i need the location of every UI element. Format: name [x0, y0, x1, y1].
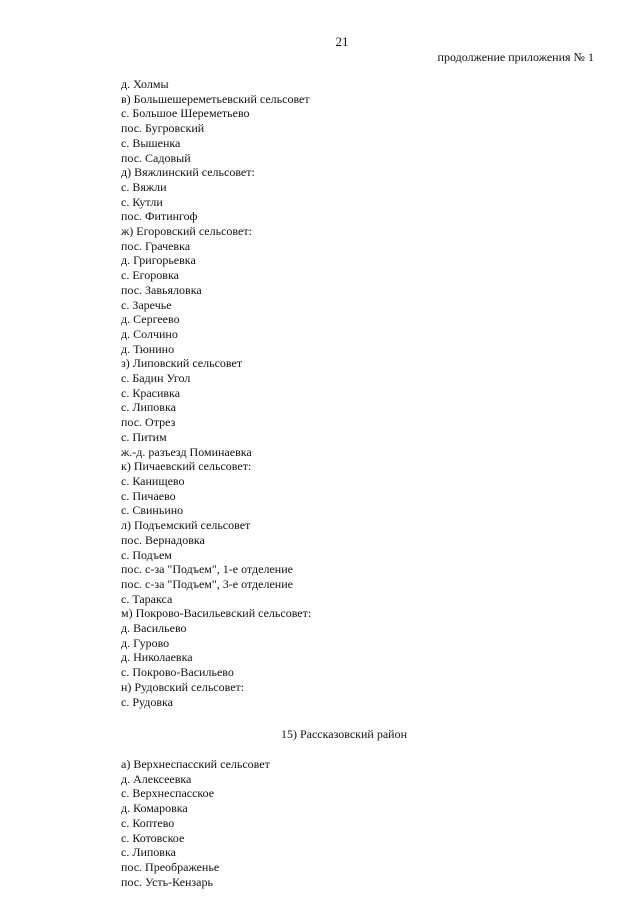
list-item: с. Питим — [121, 429, 167, 444]
list-item: с. Коптево — [121, 815, 175, 830]
list-item: с. Кутли — [121, 194, 163, 209]
list-item: пос. Фитингоф — [121, 209, 198, 224]
list-item: д. Григорьевка — [121, 253, 196, 268]
list-item: д. Гурово — [121, 635, 170, 650]
settlement-list — [121, 77, 311, 709]
list-item: пос. Преображенье — [121, 859, 220, 874]
list-item: в) Большешереметьевский сельсовет — [121, 91, 310, 106]
list-item: д. Солчино — [121, 326, 178, 341]
list-item: пос. Грачевка — [121, 238, 191, 253]
list-item: пос. с-за "Подъем", 1-е отделение — [121, 562, 293, 577]
list-item: с. Верхнеспасское — [121, 786, 215, 801]
list-item: д. Тюнино — [121, 341, 175, 356]
list-item: а) Верхнеспасский сельсовет — [121, 757, 270, 771]
settlement-list-district — [121, 757, 270, 889]
page-number: 21 — [335, 34, 349, 49]
list-item: д. Николаевка — [121, 650, 193, 665]
list-item: пос. Вернадовка — [121, 532, 205, 547]
list-item: с. Егоровка — [121, 268, 179, 283]
list-item: с. Пичаево — [121, 488, 176, 503]
district-heading: 15) Рассказовский район — [280, 727, 408, 741]
list-item: с. Заречье — [121, 297, 172, 312]
list-item: д. Васильево — [121, 621, 187, 636]
list-item: н) Рудовский сельсовет: — [121, 679, 245, 694]
list-item: д. Сергеево — [121, 312, 180, 327]
list-item: д. Холмы — [121, 77, 169, 91]
list-item: пос. Садовый — [121, 150, 191, 165]
list-item: пос. Завьяловка — [121, 282, 202, 297]
list-item: д) Вяжлинский сельсовет: — [121, 165, 255, 180]
list-item: ж.-д. разъезд Поминаевка — [121, 444, 252, 459]
list-item: д. Алексеевка — [121, 771, 192, 786]
list-item: с. Бадин Угол — [121, 371, 191, 386]
list-item: с. Красивка — [121, 385, 181, 400]
list-item: пос. Усть-Кензарь — [121, 874, 213, 889]
list-item: с. Липовка — [121, 400, 176, 415]
list-item: с. Липовка — [121, 845, 176, 860]
list-item: с. Покрово-Васильево — [121, 665, 234, 680]
list-item: к) Пичаевский сельсовет: — [121, 459, 252, 474]
list-item: с. Канищево — [121, 473, 185, 488]
list-item: с. Свиньино — [121, 503, 184, 518]
appendix-continuation-note: продолжение приложения № 1 — [437, 50, 594, 64]
list-item: с. Вяжли — [121, 179, 167, 194]
list-item: ж) Егоровский сельсовет: — [121, 224, 252, 239]
list-item: с. Подъем — [121, 547, 172, 562]
list-item: с. Большое Шереметьево — [121, 106, 250, 121]
list-item: пос. с-за "Подъем", 3-е отделение — [121, 576, 293, 591]
list-item: м) Покрово-Васильевский сельсовет: — [121, 606, 312, 621]
list-item: с. Вышенка — [121, 135, 181, 150]
list-item: пос. Отрез — [121, 415, 176, 430]
list-item: с. Таракса — [121, 591, 173, 606]
list-item: пос. Бугровский — [121, 121, 205, 136]
list-item: с. Рудовка — [121, 694, 173, 709]
list-item: л) Подъемский сельсовет — [121, 518, 251, 533]
list-item: с. Котовское — [121, 830, 185, 845]
list-item: д. Комаровка — [121, 801, 188, 816]
list-item: з) Липовский сельсовет — [121, 356, 243, 371]
